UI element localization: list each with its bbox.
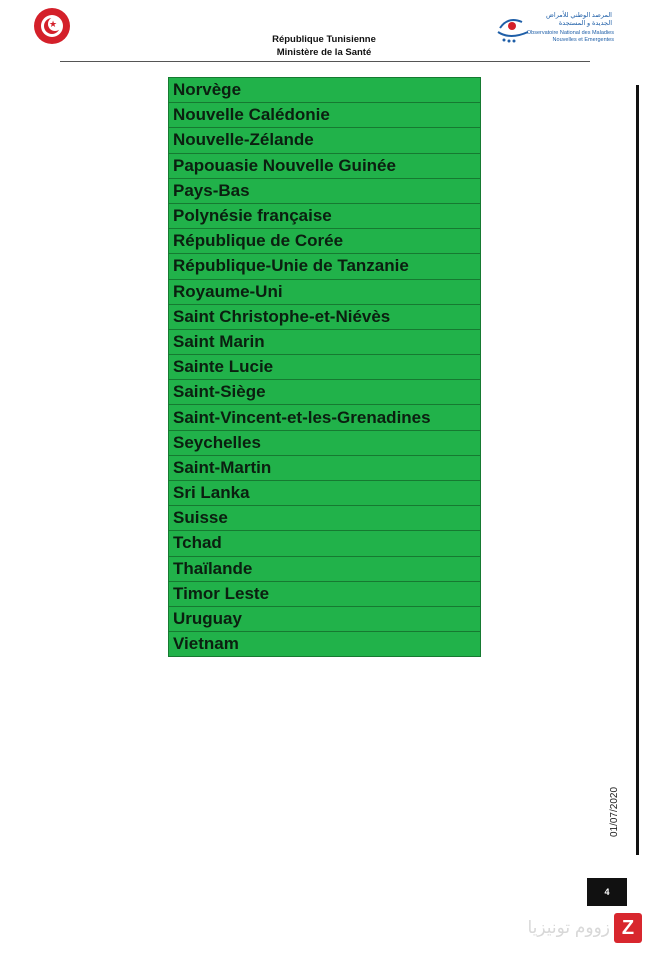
table-row: [169, 203, 481, 228]
table-row: [169, 355, 481, 380]
country-cell: Sri Lanka: [169, 481, 481, 506]
side-vertical-rule: [636, 85, 639, 855]
country-cell: Pays-Bas: [169, 178, 481, 203]
table-row: [169, 103, 481, 128]
table-row: [169, 531, 481, 556]
table-row: [169, 229, 481, 254]
table-row: [169, 606, 481, 631]
star-icon: ★: [49, 19, 58, 29]
country-cell: République-Unie de Tanzanie: [169, 254, 481, 279]
country-cell: Timor Leste: [169, 581, 481, 606]
country-cell: Saint-Vincent-et-les-Grenadines: [169, 405, 481, 430]
country-cell: Seychelles: [169, 430, 481, 455]
country-cell: Nouvelle Calédonie: [169, 103, 481, 128]
watermark-logo: [614, 913, 642, 943]
table-row: [169, 153, 481, 178]
country-cell: Saint-Martin: [169, 455, 481, 480]
table-row: [169, 304, 481, 329]
header-divider: [60, 61, 590, 62]
table-row: [169, 178, 481, 203]
table-row: [169, 556, 481, 581]
header-ministry: Ministère de la Santé: [276, 47, 372, 58]
observatory-french-name: Observatoire National des Maladies Nouvelles et Emergentes: [526, 30, 614, 43]
country-cell: Royaume-Uni: [169, 279, 481, 304]
table-row: [169, 632, 481, 657]
watermark-text: زووم تونيزيا: [527, 918, 610, 937]
table-row: [169, 329, 481, 354]
table-row: [169, 405, 481, 430]
country-cell: Sainte Lucie: [169, 355, 481, 380]
country-cell: Tchad: [169, 531, 481, 556]
country-cell: Polynésie française: [169, 203, 481, 228]
table-row: [169, 128, 481, 153]
country-cell: Nouvelle-Zélande: [169, 128, 481, 153]
table-row: [169, 430, 481, 455]
header-country: République Tunisienne: [272, 34, 376, 45]
country-cell: Papouasie Nouvelle Guinée: [169, 153, 481, 178]
page-header: [200, 33, 448, 59]
country-cell: Vietnam: [169, 632, 481, 657]
ministry-emblem-logo: [34, 8, 70, 44]
country-cell: Saint Marin: [169, 329, 481, 354]
z-logo-icon: Z: [621, 917, 635, 939]
table-row: [169, 254, 481, 279]
country-table: [168, 77, 481, 657]
country-cell: Uruguay: [169, 606, 481, 631]
table-row: [169, 581, 481, 606]
table-row: [169, 78, 481, 103]
country-cell: Suisse: [169, 506, 481, 531]
country-cell: République de Corée: [169, 229, 481, 254]
document-date: 01/07/2020: [609, 786, 620, 838]
page-number: 4: [587, 878, 627, 906]
observatory-arabic-name: المرصد الوطني للأمراض الجديدة و المستجدة: [546, 12, 612, 27]
country-cell: Thaïlande: [169, 556, 481, 581]
table-row: [169, 455, 481, 480]
country-cell: Saint Christophe-et-Niévès: [169, 304, 481, 329]
table-row: [169, 279, 481, 304]
table-row: [169, 506, 481, 531]
country-cell: Saint-Siège: [169, 380, 481, 405]
country-cell: Norvège: [169, 78, 481, 103]
observatory-logo: [494, 10, 614, 46]
table-row: [169, 380, 481, 405]
table-row: [169, 481, 481, 506]
